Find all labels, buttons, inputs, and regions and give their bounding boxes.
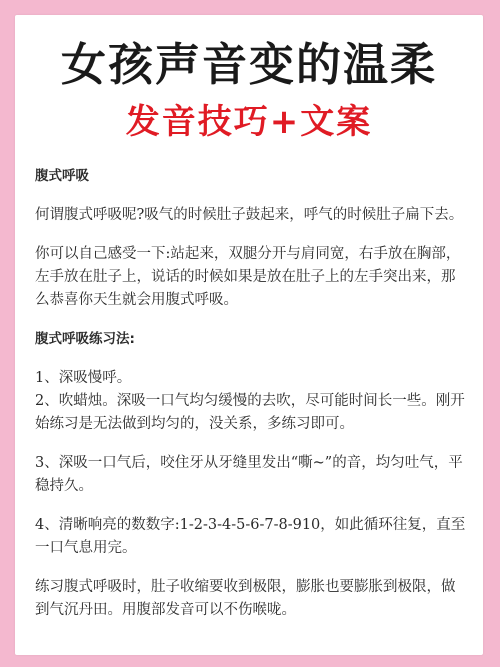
paragraph-conclusion: 练习腹式呼吸时，肚子收缩要收到极限，膨胀也要膨胀到极限，做到气沉丹田。用腹部发音可以不伤喉咙。 bbox=[35, 579, 456, 618]
exercise-step-3: 3、深吸一口气后，咬住牙从牙缝里发出“嘶~”的音，均匀吐气，平稳持久。 bbox=[35, 455, 463, 494]
content-card bbox=[15, 15, 483, 655]
paragraph-self-test: 你可以自己感受一下:站起来，双腿分开与肩同宽，右手放在胸部，左手放在肚子上，说话的时候如果是放在肚子上的左手突出来，那么恭喜你天生就会用腹式呼吸。 bbox=[35, 246, 461, 308]
article-body bbox=[35, 165, 467, 638]
section-heading-abdominal-breathing: 腹式呼吸 bbox=[35, 168, 89, 184]
section-heading-exercises: 腹式呼吸练习法: bbox=[35, 331, 135, 347]
page-subtitle: 发音技巧+文案 bbox=[125, 102, 373, 142]
exercise-step-1: 1、深吸慢呼。 bbox=[35, 370, 132, 386]
exercise-step-2: 2、吹蜡烛。深吸一口气均匀缓慢的去吹，尽可能时间长一些。刚开始练习是无法做到均匀的，没关系，多练习即可。 bbox=[35, 393, 465, 432]
page-title: 女孩声音变的温柔 bbox=[60, 38, 437, 91]
paragraph-definition: 何谓腹式呼吸呢?吸气的时候肚子鼓起来，呼气的时候肚子扁下去。 bbox=[35, 207, 464, 223]
exercise-step-4: 4、清晰响亮的数数字:1-2-3-4-5-6-7-8-910，如此循环往复，直至一口气息用完。 bbox=[35, 517, 466, 556]
